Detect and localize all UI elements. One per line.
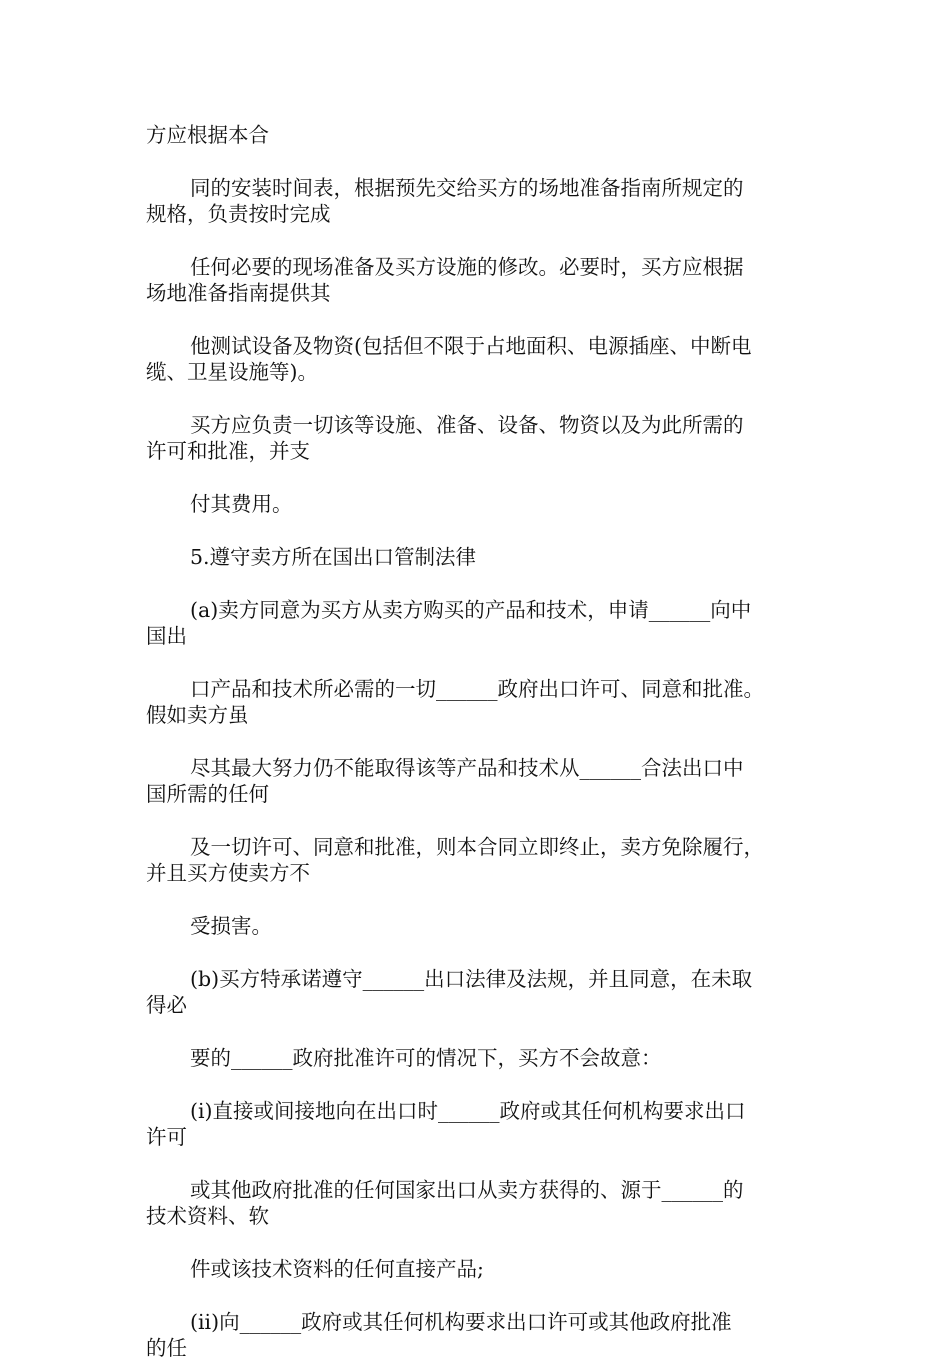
text-line: (ii)向______政府或其任何机构要求出口许可或其他政府批准	[190, 1310, 732, 1334]
contract-text	[146, 122, 814, 1361]
text-line: 买方应负责一切该等设施、准备、设备、物资以及为此所需的	[190, 413, 744, 437]
text-line: (a)卖方同意为买方从卖方购买的产品和技术，申请______向中	[190, 598, 752, 622]
text-line: 受损害。	[190, 914, 272, 938]
text-line: 许可	[146, 1125, 187, 1149]
section-heading: 5.遵守卖方所在国出口管制法律	[190, 545, 477, 569]
text-line: 假如卖方虽	[146, 703, 249, 727]
text-line: (i)直接或间接地向在出口时______政府或其任何机构要求出口	[190, 1099, 746, 1123]
text-line: 缆、卫星设施等)。	[146, 360, 318, 384]
text-line: 方应根据本合	[146, 123, 269, 147]
text-line: 技术资料、软	[146, 1204, 269, 1228]
text-line: 要的______政府批准许可的情况下，买方不会故意：	[190, 1046, 662, 1070]
text-line: (b)买方特承诺遵守______出口法律及法规，并且同意，在未取	[190, 967, 753, 991]
text-line: 他测试设备及物资(包括但不限于占地面积、电源插座、中断电	[190, 334, 752, 358]
text-line: 得必	[146, 993, 187, 1017]
text-line: 国所需的任何	[146, 782, 269, 806]
text-line: 或其他政府批准的任何国家出口从卖方获得的、源于______的	[190, 1178, 744, 1202]
text-line: 及一切许可、同意和批准，则本合同立即终止，卖方免除履行，	[190, 835, 764, 859]
text-line: 许可和批准，并支	[146, 439, 310, 463]
text-line: 国出	[146, 624, 187, 648]
text-line: 规格，负责按时完成	[146, 202, 331, 226]
text-line: 并且买方使卖方不	[146, 861, 310, 885]
text-line: 的任	[146, 1336, 187, 1360]
text-line: 件或该技术资料的任何直接产品;	[190, 1257, 484, 1281]
text-line: 口产品和技术所必需的一切______政府出口许可、同意和批准。	[190, 677, 764, 701]
text-line: 尽其最大努力仍不能取得该等产品和技术从______合法出口中	[190, 756, 744, 780]
text-line: 任何必要的现场准备及买方设施的修改。必要时，买方应根据	[190, 255, 744, 279]
text-line: 同的安装时间表，根据预先交给买方的场地准备指南所规定的	[190, 176, 744, 200]
text-line: 付其费用。	[190, 492, 293, 516]
text-line: 场地准备指南提供其	[146, 281, 331, 305]
